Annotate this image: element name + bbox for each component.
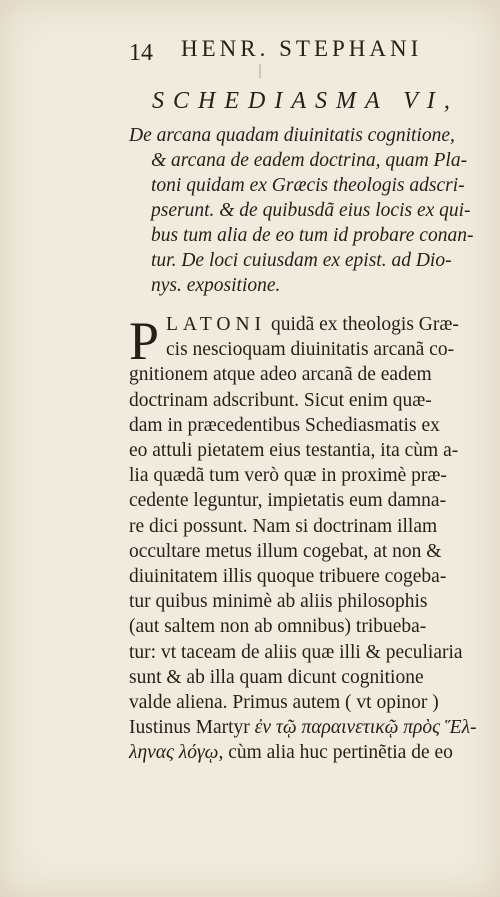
section-title: SCHEDIASMA VI, bbox=[152, 88, 459, 114]
body-line bbox=[129, 715, 484, 740]
section-summary bbox=[129, 123, 474, 298]
summary-line: De arcana quadam diuinitatis cognitione, bbox=[129, 125, 455, 146]
body-line-text: Iustinus Martyr bbox=[129, 717, 250, 739]
summary-line: pserunt. & de quibusdã eius locis ex qui- bbox=[151, 200, 471, 221]
body-line: cis nescioquam diuinitatis arcanã co- bbox=[166, 339, 455, 361]
summary-line: tur. De loci cuiusdam ex epist. ad Dio- bbox=[151, 250, 452, 271]
greek-text: ληνας λόγῳ bbox=[129, 742, 219, 764]
body-line: (aut saltem non ab omnibus) tribueba- bbox=[129, 616, 427, 638]
body-line: lia quædã tum verò quæ in proximè præ- bbox=[129, 465, 447, 487]
body-line: eo attuli pietatem eius testantia, ita cùm a- bbox=[129, 440, 459, 462]
body-line: cedente leguntur, impietatis eum damna- bbox=[129, 490, 447, 512]
body-line-text: quidã ex theologis Græ- bbox=[266, 314, 459, 335]
body-line: sunt & ab illa quam dicunt cognitione bbox=[129, 666, 424, 688]
body-line bbox=[129, 312, 484, 337]
body-line: tur quibus minimè ab aliis philosophis bbox=[129, 591, 428, 613]
body-line: dam in præcedentibus Schediasmatis ex bbox=[129, 414, 440, 436]
summary-line: toni quidam ex Græcis theologis adscri- bbox=[151, 175, 465, 196]
body-line: valde aliena. Primus autem ( vt opinor ) bbox=[129, 692, 439, 714]
page-number: 14 bbox=[129, 40, 153, 66]
body-line: re dici possunt. Nam si doctrinam illam bbox=[129, 515, 438, 537]
body-line bbox=[129, 740, 484, 765]
body-text bbox=[129, 312, 484, 766]
body-line: tur: vt taceam de aliis quæ illi & peculiaria bbox=[129, 641, 463, 663]
page-header bbox=[129, 36, 459, 70]
body-line-text: , cùm alia huc pertinẽtia de eo bbox=[218, 742, 453, 764]
greek-text: ἐν τῷ παραινετικῷ πρὸς Ἕλ- bbox=[254, 717, 477, 739]
opening-caps: LATONI bbox=[166, 314, 267, 335]
body-line: diuinitatem illis quoque tribuere cogeba- bbox=[129, 566, 447, 588]
drop-cap: P bbox=[129, 311, 160, 371]
summary-line: bus tum alia de eo tum id probare conan- bbox=[151, 225, 474, 246]
running-head: HENR. STEPHANI bbox=[181, 36, 423, 61]
body-line: occultare metus illum cogebat, at non & bbox=[129, 540, 442, 562]
summary-line: & arcana de eadem doctrina, quam Pla- bbox=[151, 150, 468, 171]
body-line: gnitionem atque adeo arcanã de eadem bbox=[129, 364, 432, 386]
summary-line: nys. expositione. bbox=[151, 275, 281, 296]
body-line: doctrinam adscribunt. Sicut enim quæ- bbox=[129, 389, 432, 411]
